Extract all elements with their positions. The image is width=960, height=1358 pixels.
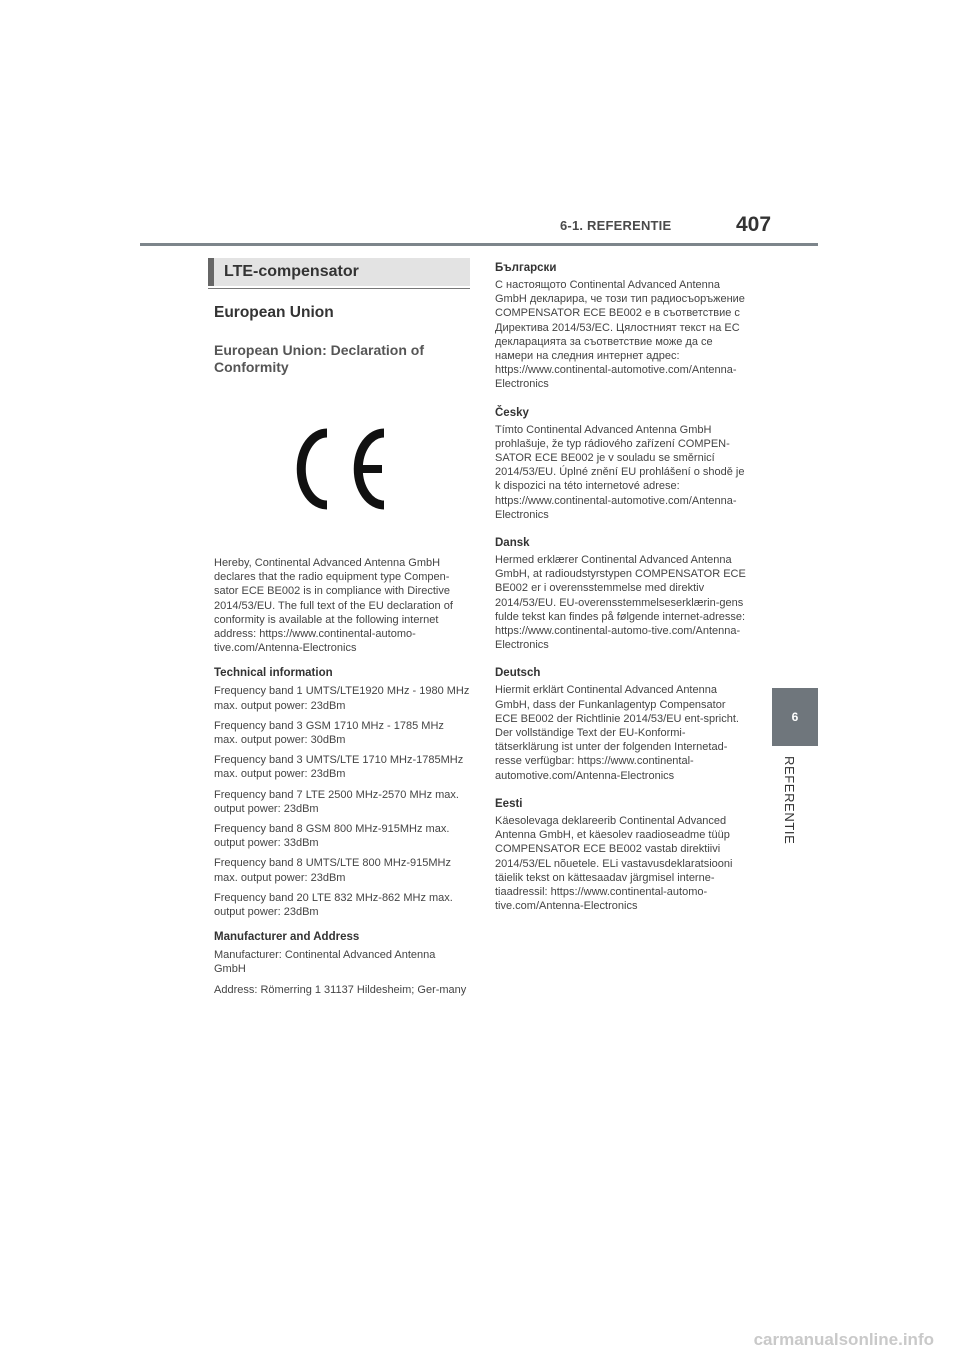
section-banner <box>208 258 470 286</box>
running-header-section: 6-1. REFERENTIE <box>560 218 672 233</box>
section-banner-title: LTE-compensator <box>224 263 359 280</box>
address-text: Address: Römerring 1 31137 Hildesheim; Ger-many <box>214 983 467 996</box>
chapter-number: 6 <box>791 710 799 724</box>
chapter-label-vertical: REFERENTIE <box>782 756 797 845</box>
chapter-tab <box>772 688 818 746</box>
header-rule <box>140 243 818 246</box>
language-text: С настоящото Continental Advanced Antenna GmbH декларира, че този тип радиосъоръжение COMPENSATOR ECE BE002 е в съответствие с Директива 2014/53/ЕС. Цялостният текст на ЕС декларацията за съответствие може да се намери на следния интернет адрес: https://www.continental-automotive.com/Antenna-Electronics <box>495 279 745 391</box>
ce-mark-icon <box>292 422 392 516</box>
tech-item: Frequency band 3 GSM 1710 MHz - 1785 MHz max. output power: 30dBm <box>214 719 444 747</box>
banner-underline <box>208 288 470 289</box>
heading-technical-information: Technical information <box>214 667 333 680</box>
language-heading: Česky <box>495 406 529 419</box>
tech-item: Frequency band 7 LTE 2500 MHz-2570 MHz max. output power: 23dBm <box>214 788 459 815</box>
language-text: Hermed erklærer Continental Advanced Antenna GmbH, at radioudstyrstypen COMPENSATOR ECE BE002 er i overensstemmelse med direktiv 2014/53/EU. EU-overensstemmelseserklærin-gens fulde tekst kan findes på følgende internet-adresse: https://www.continental-automo-tive.com/Antenna-Electronics <box>495 554 746 652</box>
tech-item: Frequency band 20 LTE 832 MHz-862 MHz max. output power: 23dBm <box>214 891 453 919</box>
language-text: Käesolevaga deklareerib Continental Advanced Antenna GmbH, et käesolev raadioseadme tüüp COMPENSATOR ECE BE002 vastab direktiivi 2014/53/EL nõuetele. ELi vastavusdeklaratsiooni täielik tekst on kättesaadav järgmisel interne-tiaadressil: https://www.continental-automo-tive.com/Antenna-Electronics <box>495 814 733 913</box>
right-column <box>495 262 747 913</box>
site-watermark: carmanualsonline.info <box>753 1330 934 1349</box>
language-heading: Български <box>495 262 557 274</box>
tech-item: Frequency band 8 UMTS/LTE 800 MHz-915MHz max. output power: 23dBm <box>214 857 451 884</box>
language-heading: Dansk <box>495 537 530 550</box>
language-text: Tímto Continental Advanced Antenna GmbH prohlašuje, že typ rádiového zařízení COMPEN-SATOR ECE BE002 je v souladu se směrnicí 2014/53/EU. Úplné znění EU prohlášení o shodě je k dispozici na této internetové adrese: https://www.continental-automotive.com/Antenna-Electronics <box>495 423 745 521</box>
language-heading: Deutsch <box>495 667 541 680</box>
tech-item: Frequency band 1 UMTS/LTE1920 MHz - 1980 MHz max. output power: 23dBm <box>214 685 470 712</box>
heading-declaration-of-conformity: European Union: Declaration of Conformity <box>214 342 425 375</box>
manufacturer-text: Manufacturer: Continental Advanced Antenna GmbH <box>214 949 436 976</box>
declaration-intro: Hereby, Continental Advanced Antenna GmbH declares that the radio equipment type Compen-sator ECE BE002 is in compliance with Directive 2014/53/EU. The full text of the EU declaration of conformity is available at the following internet address: https://www.continental-automo-tive.com/Antenna-Electronics <box>214 557 453 655</box>
ce-mark-logo <box>214 422 470 518</box>
heading-european-union: European Union <box>214 304 334 321</box>
language-heading: Eesti <box>495 797 523 810</box>
heading-manufacturer-address: Manufacturer and Address <box>214 931 360 944</box>
tech-item: Frequency band 8 GSM 800 MHz-915MHz max. output power: 33dBm <box>214 823 450 850</box>
language-text: Hiermit erklärt Continental Advanced Antenna GmbH, dass der Funkanlagentyp Compensator ECE BE002 der Richtlinie 2014/53/EU ent-spricht. Der vollständige Text der EU-Konformi-tätserklärung ist unter der folgenden Internetad-resse verfügbar: https://www.continental-automotive.com/Antenna-Electronics <box>495 684 739 782</box>
page-number: 407 <box>736 213 772 236</box>
left-column <box>214 258 470 997</box>
tech-item: Frequency band 3 UMTS/LTE 1710 MHz-1785MHz max. output power: 23dBm <box>214 754 464 781</box>
